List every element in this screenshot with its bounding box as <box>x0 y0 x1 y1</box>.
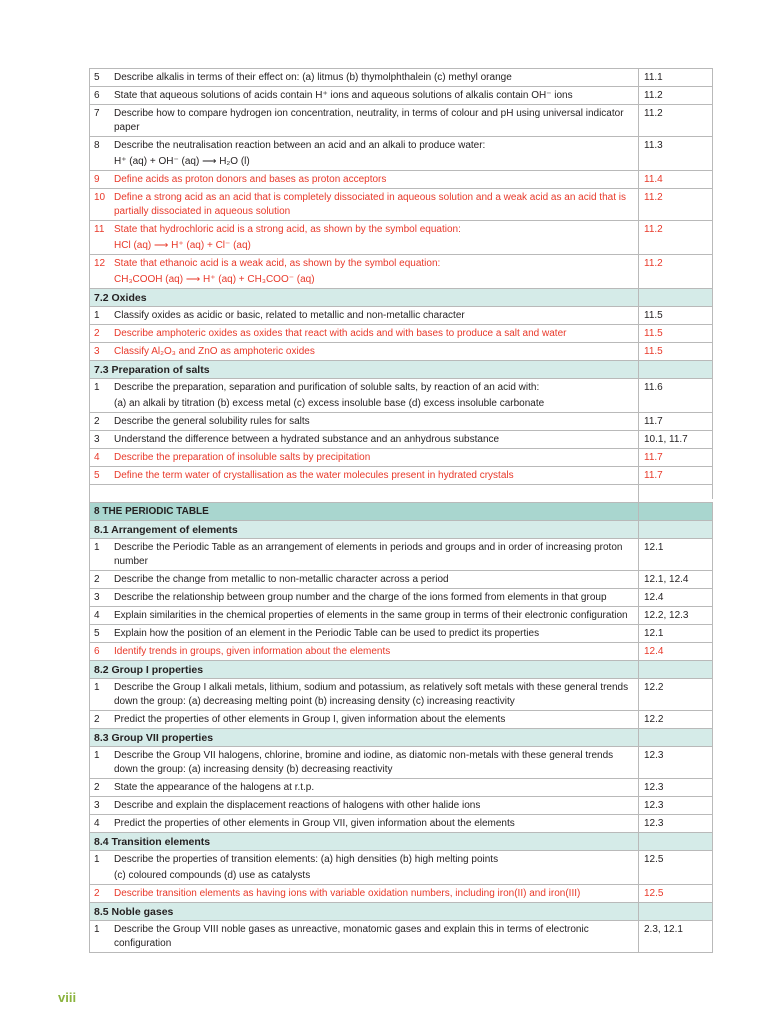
table-row <box>89 815 713 833</box>
item-number: 11 <box>94 224 105 235</box>
objective-cell <box>89 903 639 920</box>
objective-text <box>114 627 634 641</box>
objective-statement: Describe the Group I alkali metals, lithium, sodium and potassium, as relatively soft metals with these general trends down the group: (a) decreasing melting point (b) increasing density (c) increasing reactivity <box>114 682 629 707</box>
item-number: 7 <box>94 108 100 119</box>
objective-statement: 8.5 Noble gases <box>94 906 174 918</box>
section-title <box>94 363 634 377</box>
spacer-row <box>89 485 713 503</box>
equation-line: (a) an alkali by titration (b) excess metal (c) excess insoluble base (d) excess insoluble carbonate <box>114 398 545 409</box>
objective-statement: Define a strong acid as an acid that is completely dissociated in aqueous solution and a weak acid as an acid that is partially dissociated in aqueous solution <box>114 192 626 217</box>
objective-cell <box>89 521 639 538</box>
objective-text <box>114 381 634 411</box>
table-row <box>89 571 713 589</box>
section-title <box>94 523 634 537</box>
objective-statement: Describe the neutralisation reaction between an acid and an alkali to produce water: <box>114 140 486 151</box>
section-title <box>94 835 634 849</box>
section-heading-row <box>89 833 713 851</box>
reference-cell: 11.7 <box>639 449 713 466</box>
objective-statement: Describe the general solubility rules for salts <box>114 416 310 427</box>
table-row <box>89 379 713 413</box>
objective-statement: 7.2 Oxides <box>94 292 147 304</box>
reference-cell: 11.5 <box>639 343 713 360</box>
objective-text <box>114 541 634 569</box>
section-title <box>94 291 634 305</box>
reference-cell <box>639 661 713 678</box>
item-number: 1 <box>94 682 100 693</box>
objective-cell <box>89 137 639 170</box>
reference-cell: 12.3 <box>639 797 713 814</box>
objective-statement: Define acids as proton donors and bases as proton acceptors <box>114 174 387 185</box>
reference-cell: 11.2 <box>639 87 713 104</box>
objective-cell <box>89 255 639 288</box>
objective-statement: Understand the difference between a hydrated substance and an anhydrous substance <box>114 434 500 445</box>
objective-cell <box>89 607 639 624</box>
section-heading-row <box>89 503 713 521</box>
objective-statement: 8 THE PERIODIC TABLE <box>94 506 209 517</box>
objective-statement: State that ethanoic acid is a weak acid, as shown by the symbol equation: <box>114 258 441 269</box>
objective-cell <box>89 503 639 520</box>
item-number: 2 <box>94 714 100 725</box>
objective-cell <box>89 189 639 220</box>
reference-cell: 11.4 <box>639 171 713 188</box>
objective-statement: Classify Al₂O₃ and ZnO as amphoteric oxides <box>114 346 315 357</box>
objective-cell <box>89 431 639 448</box>
objective-cell <box>89 643 639 660</box>
objective-cell <box>89 449 639 466</box>
reference-cell <box>639 485 713 499</box>
item-number: 2 <box>94 328 100 339</box>
item-number: 1 <box>94 382 100 393</box>
objective-cell <box>89 851 639 884</box>
objective-cell <box>89 921 639 952</box>
section-title <box>94 905 634 919</box>
table-row <box>89 797 713 815</box>
table-row <box>89 643 713 661</box>
objective-cell <box>89 343 639 360</box>
objective-cell <box>89 589 639 606</box>
reference-cell <box>639 903 713 920</box>
equation-line: HCl (aq) ⟶ H⁺ (aq) + Cl⁻ (aq) <box>114 240 251 251</box>
reference-cell <box>639 503 713 520</box>
item-number: 8 <box>94 140 100 151</box>
table-row <box>89 921 713 953</box>
objective-cell <box>89 325 639 342</box>
objective-statement: Describe the Periodic Table as an arrangement of elements in periods and groups and in order of increasing proton number <box>114 542 623 567</box>
table-row <box>89 747 713 779</box>
objective-cell <box>89 747 639 778</box>
reference-cell: 11.6 <box>639 379 713 412</box>
table-row <box>89 711 713 729</box>
item-number: 10 <box>94 192 106 203</box>
objective-text <box>114 415 634 429</box>
section-title <box>94 487 634 501</box>
reference-cell: 11.7 <box>639 467 713 484</box>
objective-statement: Describe transition elements as having ions with variable oxidation numbers, including iron(II) and iron(III) <box>114 888 581 899</box>
objective-text <box>114 107 634 135</box>
objective-text <box>114 853 634 883</box>
objective-cell <box>89 171 639 188</box>
objective-cell <box>89 485 639 502</box>
objective-statement: State that hydrochloric acid is a strong acid, as shown by the symbol equation: <box>114 224 461 235</box>
reference-cell: 11.3 <box>639 137 713 170</box>
objective-statement: 8.3 Group VII properties <box>94 732 214 744</box>
reference-cell: 12.2, 12.3 <box>639 607 713 624</box>
table-row <box>89 325 713 343</box>
objective-statement: Describe how to compare hydrogen ion concentration, neutrality, in terms of colour and pH using universal indicator paper <box>114 108 624 133</box>
table-row <box>89 589 713 607</box>
objective-statement: Identify trends in groups, given information about the elements <box>114 646 391 657</box>
reference-cell: 12.1, 12.4 <box>639 571 713 588</box>
section-heading-row <box>89 729 713 747</box>
item-number: 3 <box>94 434 100 445</box>
reference-cell: 12.2 <box>639 679 713 710</box>
reference-cell: 11.2 <box>639 189 713 220</box>
objective-statement: State that aqueous solutions of acids contain H⁺ ions and aqueous solutions of alkalis contain OH⁻ ions <box>114 90 573 101</box>
item-number: 2 <box>94 574 100 585</box>
table-row <box>89 625 713 643</box>
item-number: 1 <box>94 542 100 553</box>
reference-cell: 12.4 <box>639 589 713 606</box>
objective-text <box>114 749 634 777</box>
objective-statement: 8.4 Transition elements <box>94 836 211 848</box>
objective-statement: Describe the Group VIII noble gases as unreactive, monatomic gases and explain this in terms of electronic configuration <box>114 924 589 949</box>
item-number: 1 <box>94 854 100 865</box>
reference-cell: 12.3 <box>639 779 713 796</box>
table-row <box>89 255 713 289</box>
objective-statement: 7.3 Preparation of salts <box>94 364 210 376</box>
item-number: 2 <box>94 416 100 427</box>
table-row <box>89 851 713 885</box>
table-row <box>89 779 713 797</box>
objective-statement: Describe the properties of transition elements: (a) high densities (b) high melting points <box>114 854 499 865</box>
objective-statement: Describe the change from metallic to non-metallic character across a period <box>114 574 449 585</box>
table-row <box>89 221 713 255</box>
section-title <box>94 663 634 677</box>
table-row <box>89 431 713 449</box>
item-number: 5 <box>94 628 100 639</box>
item-number: 6 <box>94 646 100 657</box>
table-row <box>89 189 713 221</box>
objective-text <box>114 645 634 659</box>
syllabus-table <box>89 68 713 953</box>
objective-statement: Explain how the position of an element in the Periodic Table can be used to predict its properties <box>114 628 540 639</box>
item-number: 6 <box>94 90 100 101</box>
objective-text <box>114 139 634 169</box>
page-number: viii <box>58 990 77 1005</box>
table-row <box>89 449 713 467</box>
objective-text <box>114 223 634 253</box>
item-number: 4 <box>94 452 100 463</box>
objective-text <box>114 345 634 359</box>
item-number: 1 <box>94 750 100 761</box>
objective-statement: Explain similarities in the chemical properties of elements in the same group in terms of their electronic configuration <box>114 610 628 621</box>
item-number: 2 <box>94 782 100 793</box>
objective-statement: Describe the preparation of insoluble salts by precipitation <box>114 452 371 463</box>
item-number: 9 <box>94 174 100 185</box>
objective-cell <box>89 539 639 570</box>
table-row <box>89 885 713 903</box>
objective-text <box>114 681 634 709</box>
objective-text <box>114 469 634 483</box>
reference-cell: 11.2 <box>639 221 713 254</box>
objective-text <box>114 609 634 623</box>
table-row <box>89 539 713 571</box>
objective-cell <box>89 729 639 746</box>
objective-cell <box>89 625 639 642</box>
reference-cell: 12.5 <box>639 885 713 902</box>
objective-cell <box>89 885 639 902</box>
table-row <box>89 607 713 625</box>
objective-cell <box>89 661 639 678</box>
reference-cell: 12.1 <box>639 625 713 642</box>
table-row <box>89 171 713 189</box>
objective-statement: 8.2 Group I properties <box>94 664 204 676</box>
objective-statement: Describe the Group VII halogens, chlorine, bromine and iodine, as diatomic non-metals with these general trends down the group: (a) increasing density (b) decreasing reactivity <box>114 750 614 775</box>
section-title <box>94 505 634 519</box>
table-row <box>89 679 713 711</box>
objective-text <box>114 817 634 831</box>
item-number: 1 <box>94 310 100 321</box>
section-heading-row <box>89 903 713 921</box>
reference-cell: 12.3 <box>639 815 713 832</box>
objective-text <box>114 573 634 587</box>
reference-cell: 12.3 <box>639 747 713 778</box>
objective-text <box>114 89 634 103</box>
objective-text <box>114 887 634 901</box>
objective-cell <box>89 413 639 430</box>
reference-cell: 12.1 <box>639 539 713 570</box>
item-number: 5 <box>94 470 100 481</box>
reference-cell: 12.4 <box>639 643 713 660</box>
objective-text <box>114 71 634 85</box>
reference-cell <box>639 729 713 746</box>
objective-cell <box>89 361 639 378</box>
objective-text <box>114 591 634 605</box>
objective-text <box>114 923 634 951</box>
reference-cell: 2.3, 12.1 <box>639 921 713 952</box>
objective-cell <box>89 571 639 588</box>
objective-text <box>114 781 634 795</box>
table-row <box>89 68 713 87</box>
reference-cell: 11.1 <box>639 69 713 86</box>
equation-line: (c) coloured compounds (d) use as catalysts <box>114 870 311 881</box>
objective-cell <box>89 779 639 796</box>
table-row <box>89 87 713 105</box>
item-number: 5 <box>94 72 100 83</box>
item-number: 3 <box>94 592 100 603</box>
reference-cell: 11.5 <box>639 325 713 342</box>
objective-statement: 8.1 Arrangement of elements <box>94 524 238 536</box>
reference-cell: 11.7 <box>639 413 713 430</box>
item-number: 12 <box>94 258 106 269</box>
item-number: 4 <box>94 818 100 829</box>
objective-text <box>114 173 634 187</box>
reference-cell: 11.5 <box>639 307 713 324</box>
objective-statement: Classify oxides as acidic or basic, related to metallic and non-metallic character <box>114 310 465 321</box>
objective-cell <box>89 69 639 86</box>
reference-cell: 12.2 <box>639 711 713 728</box>
objective-text <box>114 327 634 341</box>
objective-statement: Describe and explain the displacement reactions of halogens with other halide ions <box>114 800 481 811</box>
equation-line: CH₃COOH (aq) ⟶ H⁺ (aq) + CH₃COO⁻ (aq) <box>114 274 315 285</box>
section-heading-row <box>89 361 713 379</box>
equation-line: H⁺ (aq) + OH⁻ (aq) ⟶ H₂O (l) <box>114 156 250 167</box>
table-row <box>89 307 713 325</box>
objective-cell <box>89 711 639 728</box>
objective-statement: Describe the preparation, separation and purification of soluble salts, by reaction of an acid with: <box>114 382 540 393</box>
objective-statement: Describe amphoteric oxides as oxides that react with acids and with bases to produce a salt and water <box>114 328 567 339</box>
reference-cell <box>639 289 713 306</box>
objective-statement: Define the term water of crystallisation as the water molecules present in hydrated crystals <box>114 470 514 481</box>
objective-statement: Describe the relationship between group number and the charge of the ions formed from elements in that group <box>114 592 607 603</box>
objective-statement: Predict the properties of other elements in Group VII, given information about the elements <box>114 818 515 829</box>
objective-text <box>114 713 634 727</box>
objective-cell <box>89 833 639 850</box>
objective-cell <box>89 797 639 814</box>
reference-cell <box>639 833 713 850</box>
reference-cell: 12.5 <box>639 851 713 884</box>
reference-cell: 10.1, 11.7 <box>639 431 713 448</box>
section-heading-row <box>89 661 713 679</box>
section-title <box>94 731 634 745</box>
section-heading-row <box>89 521 713 539</box>
item-number: 2 <box>94 888 100 899</box>
section-heading-row <box>89 289 713 307</box>
objective-statement: State the appearance of the halogens at r.t.p. <box>114 782 315 793</box>
table-row <box>89 343 713 361</box>
objective-text <box>114 451 634 465</box>
objective-cell <box>89 379 639 412</box>
objective-cell <box>89 815 639 832</box>
reference-cell <box>639 361 713 378</box>
objective-text <box>114 191 634 219</box>
objective-cell <box>89 221 639 254</box>
item-number: 4 <box>94 610 100 621</box>
table-row <box>89 413 713 431</box>
item-number: 1 <box>94 924 100 935</box>
reference-cell <box>639 521 713 538</box>
objective-cell <box>89 289 639 306</box>
objective-text <box>114 309 634 323</box>
reference-cell: 11.2 <box>639 255 713 288</box>
table-row <box>89 105 713 137</box>
objective-text <box>114 257 634 287</box>
objective-cell <box>89 307 639 324</box>
objective-cell <box>89 467 639 484</box>
objective-cell <box>89 87 639 104</box>
item-number: 3 <box>94 800 100 811</box>
item-number: 3 <box>94 346 100 357</box>
objective-statement: Predict the properties of other elements in Group I, given information about the elements <box>114 714 506 725</box>
table-row <box>89 137 713 171</box>
objective-text <box>114 799 634 813</box>
objective-text <box>114 433 634 447</box>
objective-cell <box>89 679 639 710</box>
objective-statement: Describe alkalis in terms of their effect on: (a) litmus (b) thymolphthalein (c) methyl orange <box>114 72 512 83</box>
reference-cell: 11.2 <box>639 105 713 136</box>
objective-cell <box>89 105 639 136</box>
table-row <box>89 467 713 485</box>
